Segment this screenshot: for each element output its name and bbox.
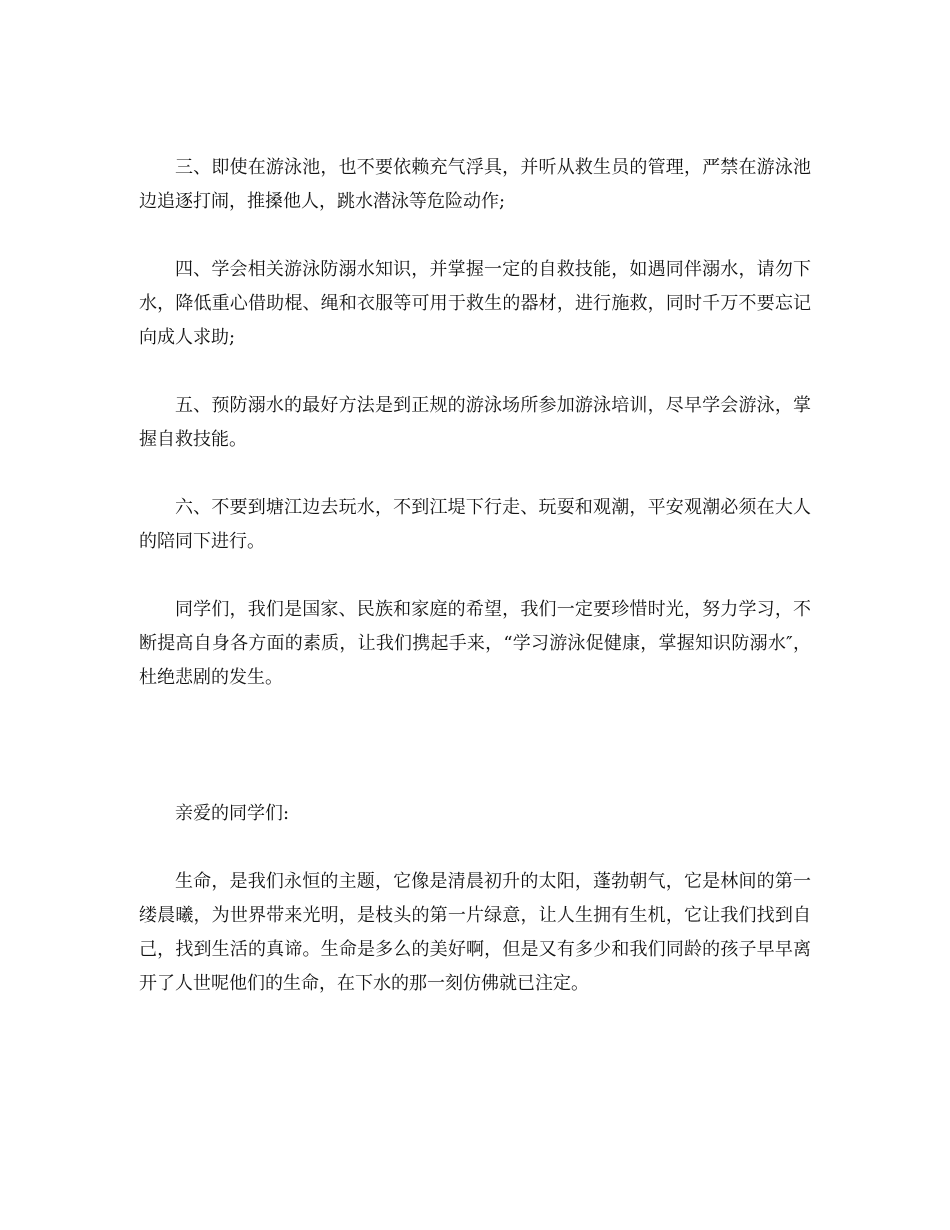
- paragraph-closing-appeal: 同学们，我们是国家、民族和家庭的希望，我们一定要珍惜时光，努力学习，不断提高自身各方面的素质，让我们携起手来，“学习游泳促健康，掌握知识防溺水″，杜绝悲剧的发生。: [139, 599, 811, 688]
- paragraph-rule-6: 六、不要到塘江边去玩水，不到江堤下行走、玩耍和观潮，平安观潮必须在大人的陪同下进行。: [139, 497, 811, 552]
- paragraph-rule-3: 三、即使在游泳池，也不要依赖充气浮具，并听从救生员的管理，严禁在游泳池边追逐打闹，推搡他人，跳水潜泳等危险动作;: [139, 157, 811, 212]
- paragraph-rule-5: 五、预防溺水的最好方法是到正规的游泳场所参加游泳培训，尽早学会游泳，掌握自救技能。: [139, 395, 811, 450]
- paragraph-rule-4: 四、学会相关游泳防溺水知识，并掌握一定的自救技能，如遇同伴溺水，请勿下水，降低重心借助棍、绳和衣服等可用于救生的器材，进行施救，同时千万不要忘记向成人求助;: [139, 259, 811, 348]
- document-body: [139, 151, 811, 1035]
- greeting-line: 亲爱的同学们:: [175, 803, 290, 824]
- paragraph-life-theme: 生命，是我们永恒的主题，它像是清晨初升的太阳，蓬勃朝气，它是林间的第一缕晨曦，为世界带来光明，是枝头的第一片绿意，让人生拥有生机，它让我们找到自己，找到生活的真谛。生命是多么的美好啊，但是又有多少和我们同龄的孩子早早离开了人世呢他们的生命，在下水的那一刻仿佛就已注定。: [139, 871, 811, 994]
- section-gap: [139, 729, 811, 797]
